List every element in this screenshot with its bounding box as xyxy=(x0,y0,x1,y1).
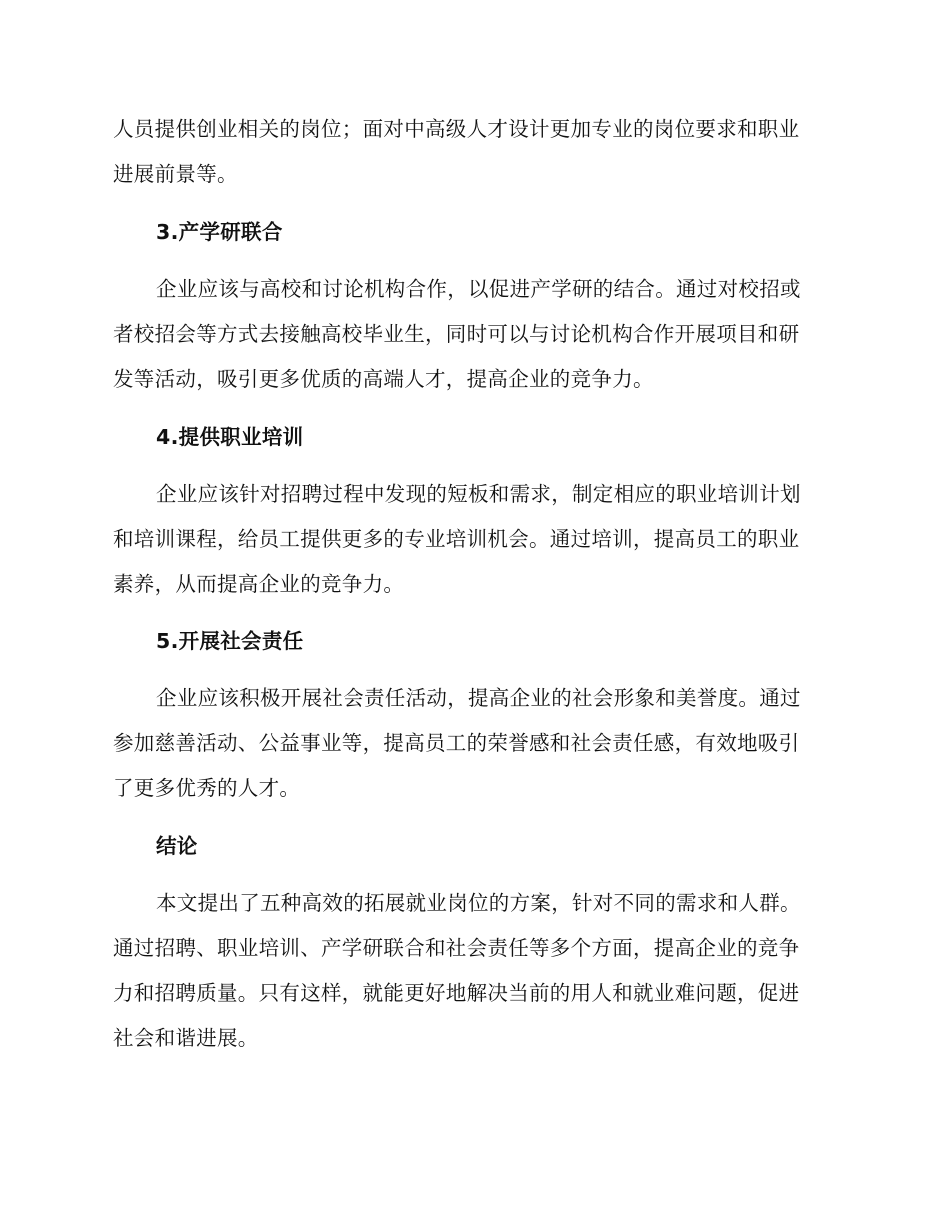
paragraph-line: 了更多优秀的人才。 xyxy=(113,776,301,800)
paragraph-line: 发等活动，吸引更多优质的高端人才，提高企业的竞争力。 xyxy=(113,367,654,391)
paragraph-line: 进展前景等。 xyxy=(113,162,238,186)
section-heading-4: 4.提供职业培训 xyxy=(156,425,304,449)
paragraph-line: 社会和谐进展。 xyxy=(113,1026,259,1050)
section-heading-3: 3.产学研联合 xyxy=(156,220,283,244)
conclusion-heading: 结论 xyxy=(156,834,198,858)
paragraph-line: 企业应该与高校和讨论机构合作，以促进产学研的结合。通过对校招或 xyxy=(156,277,801,301)
paragraph-line: 本文提出了五种高效的拓展就业岗位的方案，针对不同的需求和人群。 xyxy=(156,891,801,915)
section-heading-5: 5.开展社会责任 xyxy=(156,629,304,653)
paragraph-line: 力和招聘质量。只有这样，就能更好地解决当前的用人和就业难问题，促进 xyxy=(113,981,800,1005)
paragraph-line: 人员提供创业相关的岗位；面对中高级人才设计更加专业的岗位要求和职业 xyxy=(113,117,800,141)
paragraph-line: 参加慈善活动、公益事业等，提高员工的荣誉感和社会责任感，有效地吸引 xyxy=(113,731,800,755)
paragraph-line: 素养，从而提高企业的竞争力。 xyxy=(113,572,405,596)
paragraph-line: 企业应该积极开展社会责任活动，提高企业的社会形象和美誉度。通过 xyxy=(156,686,801,710)
paragraph-line: 和培训课程，给员工提供更多的专业培训机会。通过培训，提高员工的职业 xyxy=(113,527,800,551)
paragraph-line: 企业应该针对招聘过程中发现的短板和需求，制定相应的职业培训计划 xyxy=(156,482,801,506)
paragraph-line: 通过招聘、职业培训、产学研联合和社会责任等多个方面，提高企业的竞争 xyxy=(113,936,800,960)
paragraph-line: 者校招会等方式去接触高校毕业生，同时可以与讨论机构合作开展项目和研 xyxy=(113,322,800,346)
